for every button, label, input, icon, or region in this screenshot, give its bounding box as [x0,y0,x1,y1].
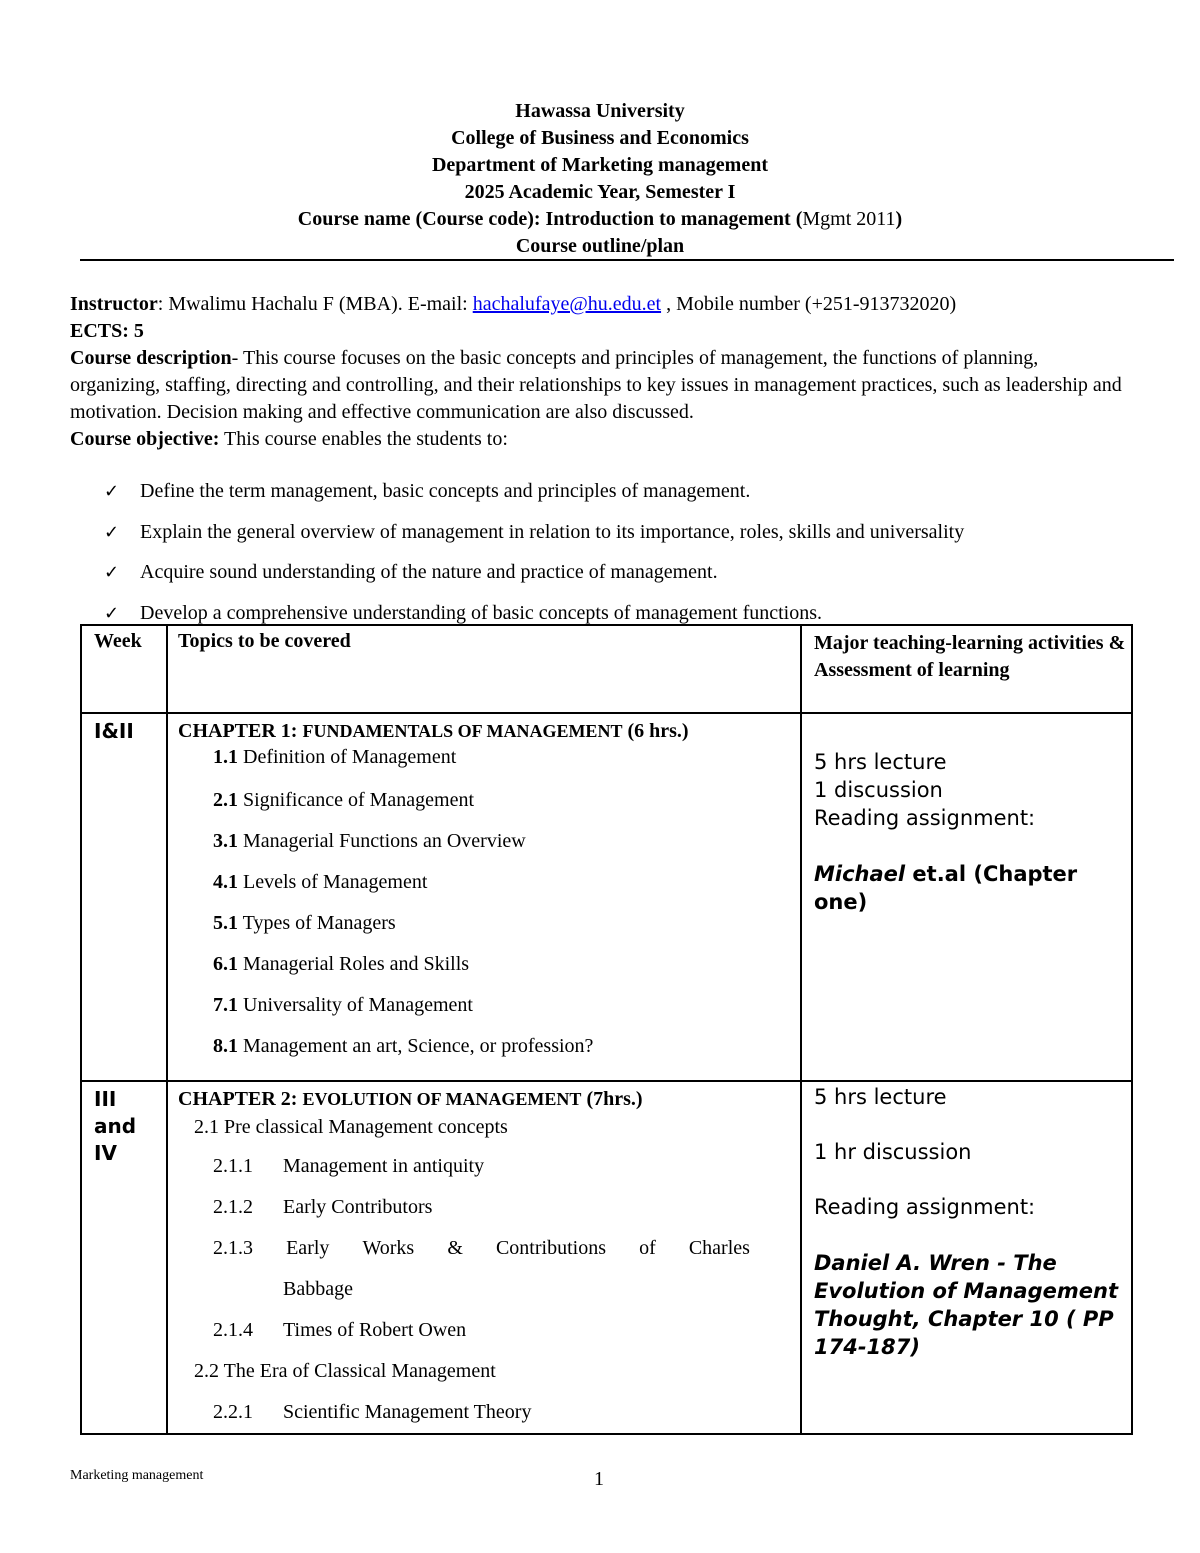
header-activities: Major teaching-learning activities & Assessment of learning [801,625,1132,713]
topic-item: 3.1 Managerial Functions an Overview [213,830,526,852]
course-objective: Course objective: This course enables the students to: [70,428,508,450]
description-label: Course description [70,347,232,369]
topic-item: 2.2.1 Scientific Management Theory [213,1401,532,1423]
university-name: Hawassa University [515,100,685,122]
list-item: ✓ Explain the general overview of management in relation to its importance, roles, skills and universality [104,517,1144,558]
list-item: ✓ Define the term management, basic concepts and principles of management. [104,476,1144,517]
topic-item: 4.1 Levels of Management [213,871,428,893]
topic-item: 8.1 Management an art, Science, or profession? [213,1035,594,1057]
document-header [80,98,1120,260]
header-week: Week [81,625,167,713]
academic-year: 2025 Academic Year, Semester I [464,181,736,203]
activity-discussion: 1 discussion [814,778,943,802]
table-row [81,1081,1132,1434]
outline-title: Course outline/plan [515,235,685,257]
checkmark-icon: ✓ [104,602,120,624]
list-item: ✓ Acquire sound understanding of the nature and practice of management. [104,557,1144,598]
topic-item: 2.1.4 Times of Robert Owen [213,1319,467,1341]
college-name: College of Business and Economics [451,127,749,149]
course-info [70,291,1130,453]
checkmark-icon: ✓ [104,481,120,502]
objective-label: Course objective: [70,428,220,450]
objectives-list [104,476,1144,638]
reading-reference: Michael et.al (Chapter one) [814,862,1078,914]
topic-item: 2.1 Significance of Management [213,789,475,811]
activity-lecture: 5 hrs lecture [814,750,947,774]
activities-cell [801,1081,1132,1434]
activity-lecture: 5 hrs lecture [814,1085,947,1109]
footer-text: Marketing management [70,1468,204,1483]
activity-discussion: 1 hr discussion [814,1140,972,1164]
topic-item: 1.1 Definition of Management [213,746,457,768]
course-description: Course description- This course focuses on the basic concepts and principles of management, the functions of planning, organizing, staffing, directing and controlling, and their relationships to key issues in management practices, such as leadership and motivation. Decision making and effective communication are also discussed. [70,347,1122,423]
topic-section: 2.2 The Era of Classical Management [194,1360,496,1382]
topic-item: 7.1 Universality of Management [213,994,473,1016]
week-cell: III and IV [81,1081,167,1434]
activities-cell [801,713,1132,1081]
instructor-label: Instructor [70,293,158,315]
course-code: Mgmt 2011 [802,208,896,230]
instructor-line: Instructor: Mwalimu Hachalu F (MBA). E-mail: hachalufaye@hu.edu.et , Mobile number (+251-913732020) [70,293,957,315]
reading-reference: Daniel A. Wren - The Evolution of Management Thought, Chapter 10 ( PP 174-187) [814,1251,1118,1359]
topic-item: 2.1.3 Early Works & Contributions of Charles [213,1237,750,1259]
topic-section: 2.1 Pre classical Management concepts [194,1116,508,1138]
list-item: ✓ Develop a comprehensive understanding of basic concepts of management functions. [104,598,1144,639]
header-topics: Topics to be covered [167,625,801,713]
chapter-title: CHAPTER 1: FUNDAMENTALS OF MANAGEMENT (6 hrs.) [178,720,689,742]
course-name: Course name (Course code): Introduction to management (Mgmt 2011) [297,208,903,230]
activity-reading: Reading assignment: [814,1195,1036,1219]
email-link[interactable]: hachalufaye@hu.edu.et [472,293,662,315]
topics-cell [167,1081,801,1434]
topic-item-continued: Babbage [283,1278,353,1300]
topic-item: 5.1 Types of Managers [213,912,396,934]
topics-cell [167,713,801,1081]
topic-item: 6.1 Managerial Roles and Skills [213,953,470,975]
chapter-title: CHAPTER 2: EVOLUTION OF MANAGEMENT (7hrs.) [178,1088,643,1110]
ects-line: ECTS: 5 [70,320,144,342]
table-row [81,713,1132,1081]
department-name: Department of Marketing management [431,154,769,176]
table-header-row [81,625,1132,713]
checkmark-icon: ✓ [104,562,120,583]
course-outline-table [80,624,1133,1435]
page-number: 1 [594,1468,604,1490]
checkmark-icon: ✓ [104,521,120,543]
header-divider [80,259,1174,261]
topic-item: 2.1.1 Management in antiquity [213,1155,485,1177]
week-cell: I&II [81,713,167,1081]
topic-item: 2.1.2 Early Contributors [213,1196,433,1218]
activity-reading: Reading assignment: [814,806,1036,830]
